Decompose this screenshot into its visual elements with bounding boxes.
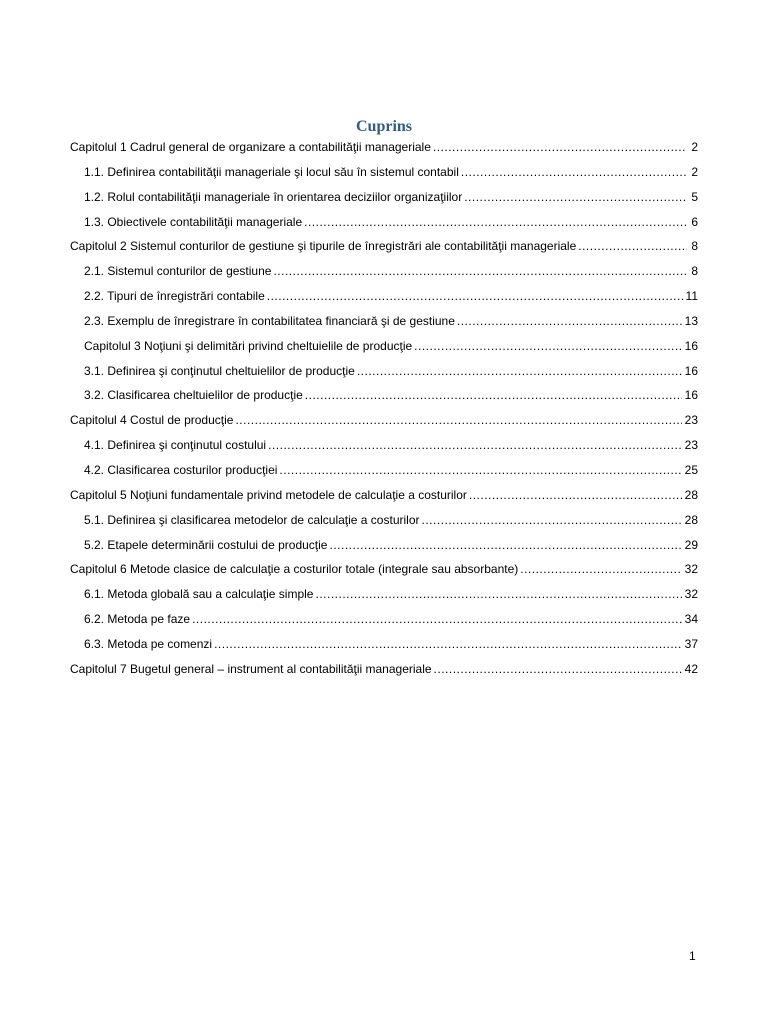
toc-dot-leader [433, 135, 687, 160]
toc-entry-label: 2.2. Tipuri de înregistrări contabile [84, 289, 265, 304]
toc-entry-page: 23 [684, 413, 698, 428]
toc-entry-page: 8 [691, 239, 698, 254]
toc-entry[interactable] [70, 135, 698, 160]
toc-entry-label: Capitolul 7 Bugetul general – instrument al contabilităţii manageriale [70, 661, 432, 676]
toc-entry-label: Capitolul 3 Noţiuni şi delimitări privind cheltuielile de producţie [84, 338, 413, 353]
toc-entry-page: 25 [684, 462, 698, 477]
toc-entry-label: Capitolul 1 Cadrul general de organizare a contabilităţii manageriale [70, 140, 431, 154]
toc-entry[interactable] [70, 582, 698, 607]
toc-dot-leader [469, 483, 682, 508]
toc-entry-page: 16 [684, 363, 698, 378]
toc-entry-page: 32 [684, 562, 698, 577]
toc-dot-leader [235, 408, 681, 433]
toc-dot-leader [464, 185, 687, 210]
toc-entry[interactable] [70, 259, 698, 284]
toc-title: Cuprins [355, 118, 413, 135]
toc-entry-page: 2 [691, 140, 698, 154]
toc-dot-leader [192, 607, 682, 632]
toc-dot-leader [520, 557, 681, 582]
toc-list [70, 135, 698, 682]
toc-entry-page: 28 [684, 487, 698, 502]
toc-entry-label: 6.3. Metoda pe comenzi [84, 636, 213, 651]
toc-entry[interactable] [70, 359, 698, 384]
toc-entry[interactable] [70, 309, 698, 334]
page-number: 1 [689, 949, 696, 963]
toc-entry-label: 5.1. Definirea şi clasificarea metodelor de calculaţie a costurilor [84, 512, 420, 527]
toc-entry-label: 1.2. Rolul contabilităţii manageriale în orientarea deciziilor organizaţiilor [84, 189, 463, 204]
toc-dot-leader [457, 309, 682, 334]
toc-entry-label: 5.2. Etapele determinării costului de producţie [84, 537, 328, 552]
toc-entry-label: Capitolul 5 Noţiuni fundamentale privind metodele de calculaţie a costurilor [70, 487, 467, 502]
toc-entry[interactable] [70, 433, 698, 458]
toc-entry-label: 1.1. Definirea contabilităţii manageriale şi locul său în sistemul contabil [84, 164, 459, 179]
toc-dot-leader [357, 359, 682, 384]
toc-dot-leader [434, 657, 682, 682]
toc-entry[interactable] [70, 160, 698, 185]
toc-entry-page: 16 [684, 388, 698, 403]
toc-entry[interactable] [70, 234, 698, 259]
toc-entry-label: 6.1. Metoda globală sau a calculaţie simple [84, 587, 314, 602]
toc-entry-page: 42 [684, 661, 698, 676]
toc-entry-label: 4.2. Clasificarea costurilor producţiei [84, 462, 278, 477]
toc-entry-page: 13 [684, 313, 698, 328]
toc-entry[interactable] [70, 383, 698, 408]
toc-entry[interactable] [70, 632, 698, 657]
toc-entry-page: 23 [684, 438, 698, 453]
toc-entry-label: 2.1. Sistemul conturilor de gestiune [84, 264, 272, 279]
toc-entry[interactable] [70, 210, 698, 235]
toc-entry-label: 4.1. Definirea şi conţinutul costului [84, 438, 267, 453]
toc-dot-leader [279, 458, 681, 483]
toc-entry[interactable] [70, 508, 698, 533]
toc-entry-label: 2.3. Exemplu de înregistrare în contabilitatea financiară şi de gestiune [84, 313, 455, 328]
toc-dot-leader [461, 160, 687, 185]
toc-entry[interactable] [70, 458, 698, 483]
toc-entry-page: 5 [691, 189, 698, 204]
toc-entry-page: 16 [684, 338, 698, 353]
toc-dot-leader [578, 234, 687, 259]
toc-dot-leader [304, 210, 687, 235]
toc-dot-leader [422, 508, 682, 533]
toc-entry[interactable] [70, 334, 698, 359]
toc-entry-page: 34 [684, 612, 698, 627]
toc-entry[interactable] [70, 185, 698, 210]
toc-entry-page: 6 [691, 214, 698, 229]
toc-entry-page: 8 [691, 264, 698, 279]
toc-dot-leader [329, 533, 681, 558]
toc-entry[interactable] [70, 284, 698, 309]
toc-entry-page: 11 [685, 289, 698, 304]
toc-entry[interactable] [70, 557, 698, 582]
toc-entry-page: 28 [684, 512, 698, 527]
toc-dot-leader [268, 433, 682, 458]
toc-entry-label: 3.2. Clasificarea cheltuielilor de producţie [84, 388, 303, 403]
toc-entry[interactable] [70, 408, 698, 433]
toc-entry-page: 32 [684, 587, 698, 602]
toc-dot-leader [305, 383, 682, 408]
toc-entry-label: 1.3. Obiectivele contabilităţii manageriale [84, 214, 303, 229]
toc-dot-leader [267, 284, 683, 309]
toc-entry-page: 29 [684, 537, 698, 552]
toc-entry-page: 2 [691, 164, 698, 179]
toc-entry-page: 37 [684, 636, 698, 651]
toc-entry[interactable] [70, 607, 698, 632]
toc-entry[interactable] [70, 533, 698, 558]
toc-entry-label: 6.2. Metoda pe faze [84, 612, 191, 627]
toc-dot-leader [273, 259, 687, 284]
toc-entry[interactable] [70, 483, 698, 508]
toc-dot-leader [214, 632, 682, 657]
toc-entry-label: Capitolul 4 Costul de producţie [70, 413, 234, 428]
toc-dot-leader [315, 582, 681, 607]
toc-entry-label: 3.1. Definirea şi conţinutul cheltuielilor de producţie [84, 363, 355, 378]
toc-entry[interactable] [70, 657, 698, 682]
toc-entry-label: Capitolul 2 Sistemul conturilor de gestiune şi tipurile de înregistrări ale contabilităţii manageriale [70, 239, 577, 254]
toc-dot-leader [414, 334, 681, 359]
toc-entry-label: Capitolul 6 Metode clasice de calculaţie a costurilor totale (integrale sau absorbante) [70, 562, 519, 577]
